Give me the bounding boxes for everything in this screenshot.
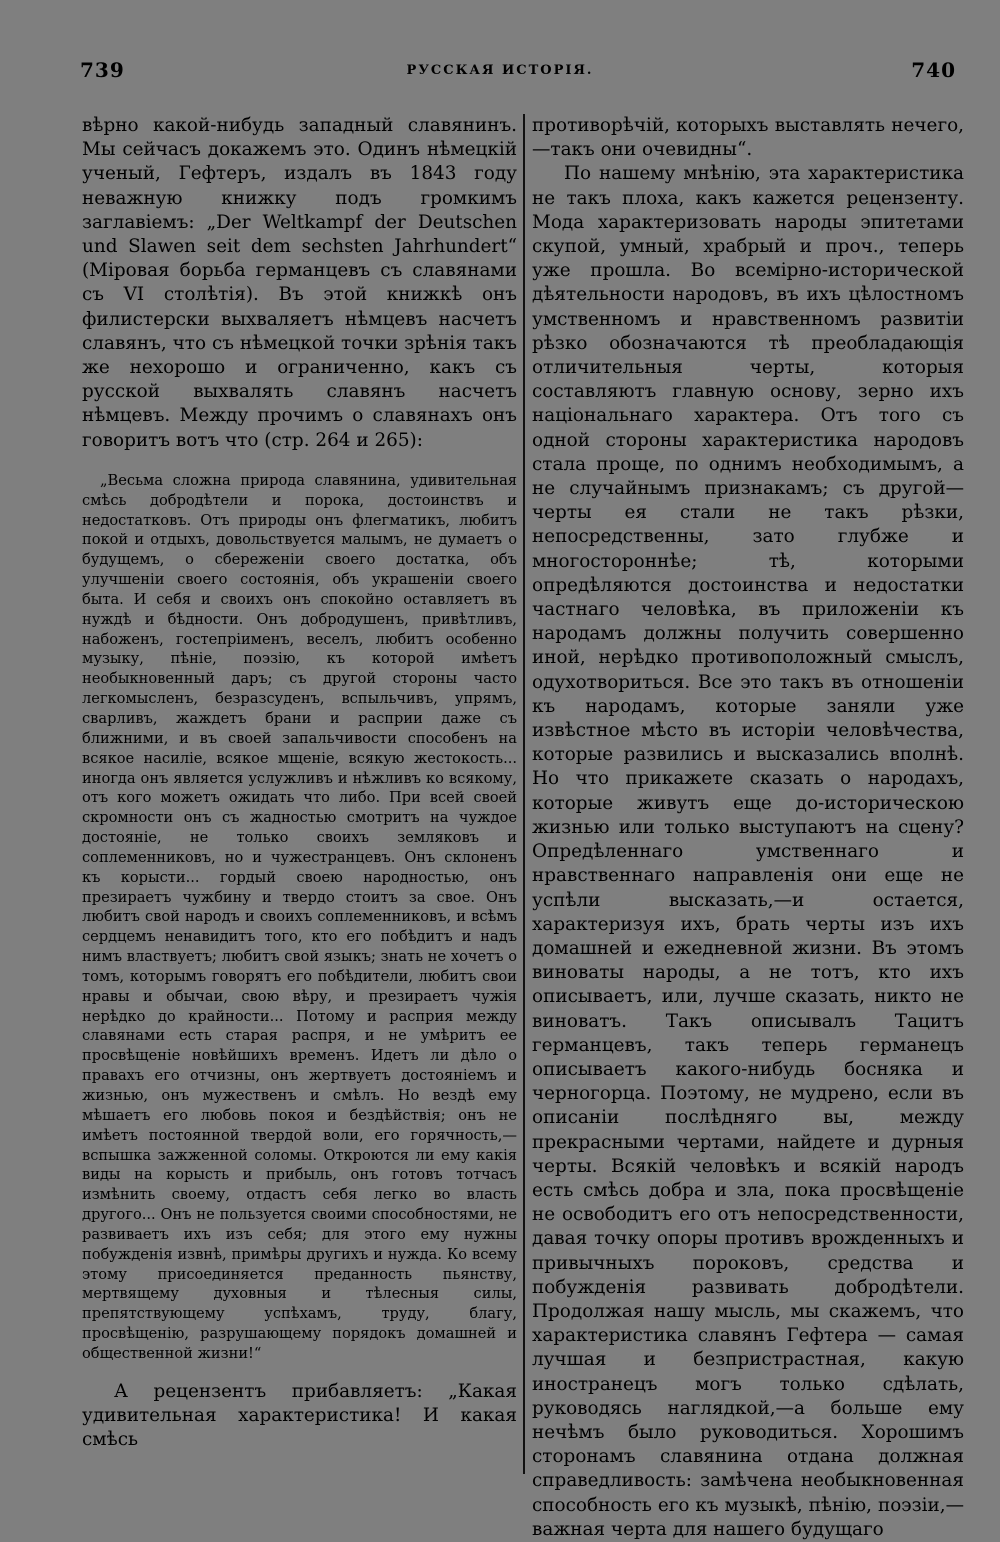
running-title: РУССКАЯ ИСТОРІЯ. [406, 63, 594, 78]
column-divider [523, 114, 525, 1474]
left-column [82, 114, 517, 1452]
right-paragraph-1: противорѣчій, которыхъ выставлять нечего,—такъ они очевидны“. [532, 115, 964, 161]
page-header [0, 58, 1000, 88]
right-page-number: 740 [911, 58, 956, 82]
quoted-passage: „Весьма сложна природа славянина, удивительная смѣсь добродѣтели и порока, достоинствъ и недостатковъ. Отъ природы онъ флегматикъ, любитъ покой и отдыхъ, довольствуется малымъ, не думаетъ о будущемъ, о сбереженіи своего достатка, объ улучшеніи своего состоянія, объ украшеніи своего быта. И себя и своихъ онъ спокойно оставляетъ въ нуждѣ и бѣдности. Онъ добродушенъ, привѣтливъ, набоженъ, гостепріименъ, веселъ, любитъ особенно музыку, пѣніе, поэзію, къ которой имѣетъ необыкновенный даръ; съ другой стороны часто легкомысленъ, безразсуденъ, вспыльчивъ, упрямъ, сварливъ, жаждетъ брани и расприи даже съ ближними, и въ своей запальчивости способенъ на всякое насиліе, всякое мщеніе, всякую жестокость... иногда онъ является услужливъ и нѣжливъ ко всякому, отъ кого можетъ ожидать что либо. При всей своей скромности онъ съ жадностью смотритъ на чуждое достояніе, не только своихъ земляковъ и соплеменниковъ, но и чужестранцевъ. Онъ склоненъ къ корысти... гордый своею народностью, онъ презираетъ чужбину и твердо стоитъ за свое. Онъ любитъ свой народъ и своихъ соплеменниковъ, и всѣмъ сердцемъ ненавидитъ того, кто его побѣдитъ и надъ нимъ властвуетъ; любитъ свой языкъ; знать не хочетъ о томъ, которымъ говорятъ его побѣдители, любитъ свои нравы и обычаи, свою вѣру, и презираетъ чужія нерѣдко до крайности... Потому и расприя между славянами есть старая распря, и не умѣритъ ее просвѣщеніе новѣйшихъ временъ. Идетъ ли дѣло о правахъ его отчизны, онъ жертвуетъ достояніемъ и жизнью, онъ мужественъ и смѣлъ. Но вездѣ ему мѣшаетъ его любовь покоя и бездѣйствія; онъ не имѣетъ постоянной твердой воли, его горячность,—вспышка зажженной соломы. Откроются ли ему какія виды на корысть и прибыль, онъ готовъ тотчасъ измѣнить своему, отдастъ себя легко во власть другого... Онъ не пользуется своими способностями, не развиваетъ ихъ изъ себя; для этого ему нужны побужденія извнѣ, примѣры другихъ и нужда. Ко всему этому присоединяется преданность пьянству, мертвящему духовныя и тѣлесныя силы, препятствующему успѣхамъ, труду, благу, просвѣщенію, разрушающему порядокъ домашней и общественной жизни!“ [82, 471, 517, 1362]
left-paragraph-1: вѣрно какой-нибудь западный славянинъ. Мы сейчасъ докажемъ это. Одинъ нѣмецкій ученый, Гефтеръ, издалъ въ 1843 году неважную книжку подъ громкимъ заглавіемъ: „Der Weltkampf der Deutschen und Slawen seit dem sechsten Jahrhundert“ (Міровая борьба германцевъ съ славянами съ VI столѣтія). Въ этой книжкѣ онъ филистерски выхваляетъ нѣмцевъ насчетъ славянъ, что съ нѣмецкой точки зрѣнія такъ же нехорошо и ограниченно, какъ съ русской выхвалять славянъ насчетъ нѣмцевъ. Между прочимъ о славянахъ онъ говоритъ вотъ что (стр. 264 и 265): [82, 115, 517, 451]
left-page-number: 739 [80, 58, 125, 82]
right-paragraph-2: По нашему мнѣнію, эта характеристика не такъ плоха, какъ кажется рецензенту. Мода характеризовать народы эпитетами скупой, умный, храбрый и проч., теперь уже прошла. Во всемірно-исторической дѣятельности народовъ, въ ихъ цѣлостномъ умственномъ и нравственномъ развитіи рѣзко обозначаются тѣ преобладающія отличительныя черты, которыя составляютъ главную основу, зерно ихъ національнаго характера. Отъ того съ одной стороны характеристика народовъ стала проще, по однимъ необходимымъ, а не случайнымъ признакамъ; съ другой—черты ея стали не такъ рѣзки, непосредственны, зато глубже и многостороннѣе; тѣ, которыми опредѣляются достоинства и недостатки частнаго человѣка, въ приложеніи къ народамъ должны получить совершенно иной, нерѣдко противоположный смыслъ, одухотвориться. Все это такъ въ отношеніи къ народамъ, которые заняли уже извѣстное мѣсто въ исторіи человѣчества, которые развились и высказались вполнѣ. Но что прикажете сказать о народахъ, которые живутъ еще до-историческою жизнью или только выступаютъ на сцену? Опредѣленнаго умственнаго и нравственнаго направленія они еще не успѣли высказать,—и остается, характеризуя ихъ, брать черты изъ ихъ домашней и ежедневной жизни. Въ этомъ виноваты народы, а не тотъ, кто ихъ описываетъ, или, лучше сказать, никто не виноватъ. Такъ описывалъ Тацитъ германцевъ, такъ теперь германецъ описываетъ какого-нибудь босняка и черногорца. Поэтому, не мудрено, если въ описаніи послѣдняго вы, между прекрасными чертами, найдете и дурныя черты. Всякій человѣкъ и всякій народъ есть смѣсь добра и зла, пока просвѣщеніе не освободитъ его отъ непосредственности, давая точку опоры противъ врожденныхъ и привычныхъ пороковъ, средства и побужденія развивать добродѣтели. Продолжая нашу мысль, мы скажемъ, что характеристика славянъ Гефтера — самая лучшая и безпристрастная, какую иностранецъ могъ только сдѣлать, руководясь наглядкой,—а больше ему нечѣмъ было руководиться. Хорошимъ сторонамъ славянина отдана должная справедливость: замѣчена необыкновенная способность его къ музыкѣ, пѣнію, поэзіи,—важная черта для нашего будущаго [532, 163, 964, 1540]
right-column [532, 114, 964, 1542]
left-paragraph-2: А рецензентъ прибавляетъ: „Какая удивительная характеристика! И какая смѣсь [82, 1380, 517, 1451]
